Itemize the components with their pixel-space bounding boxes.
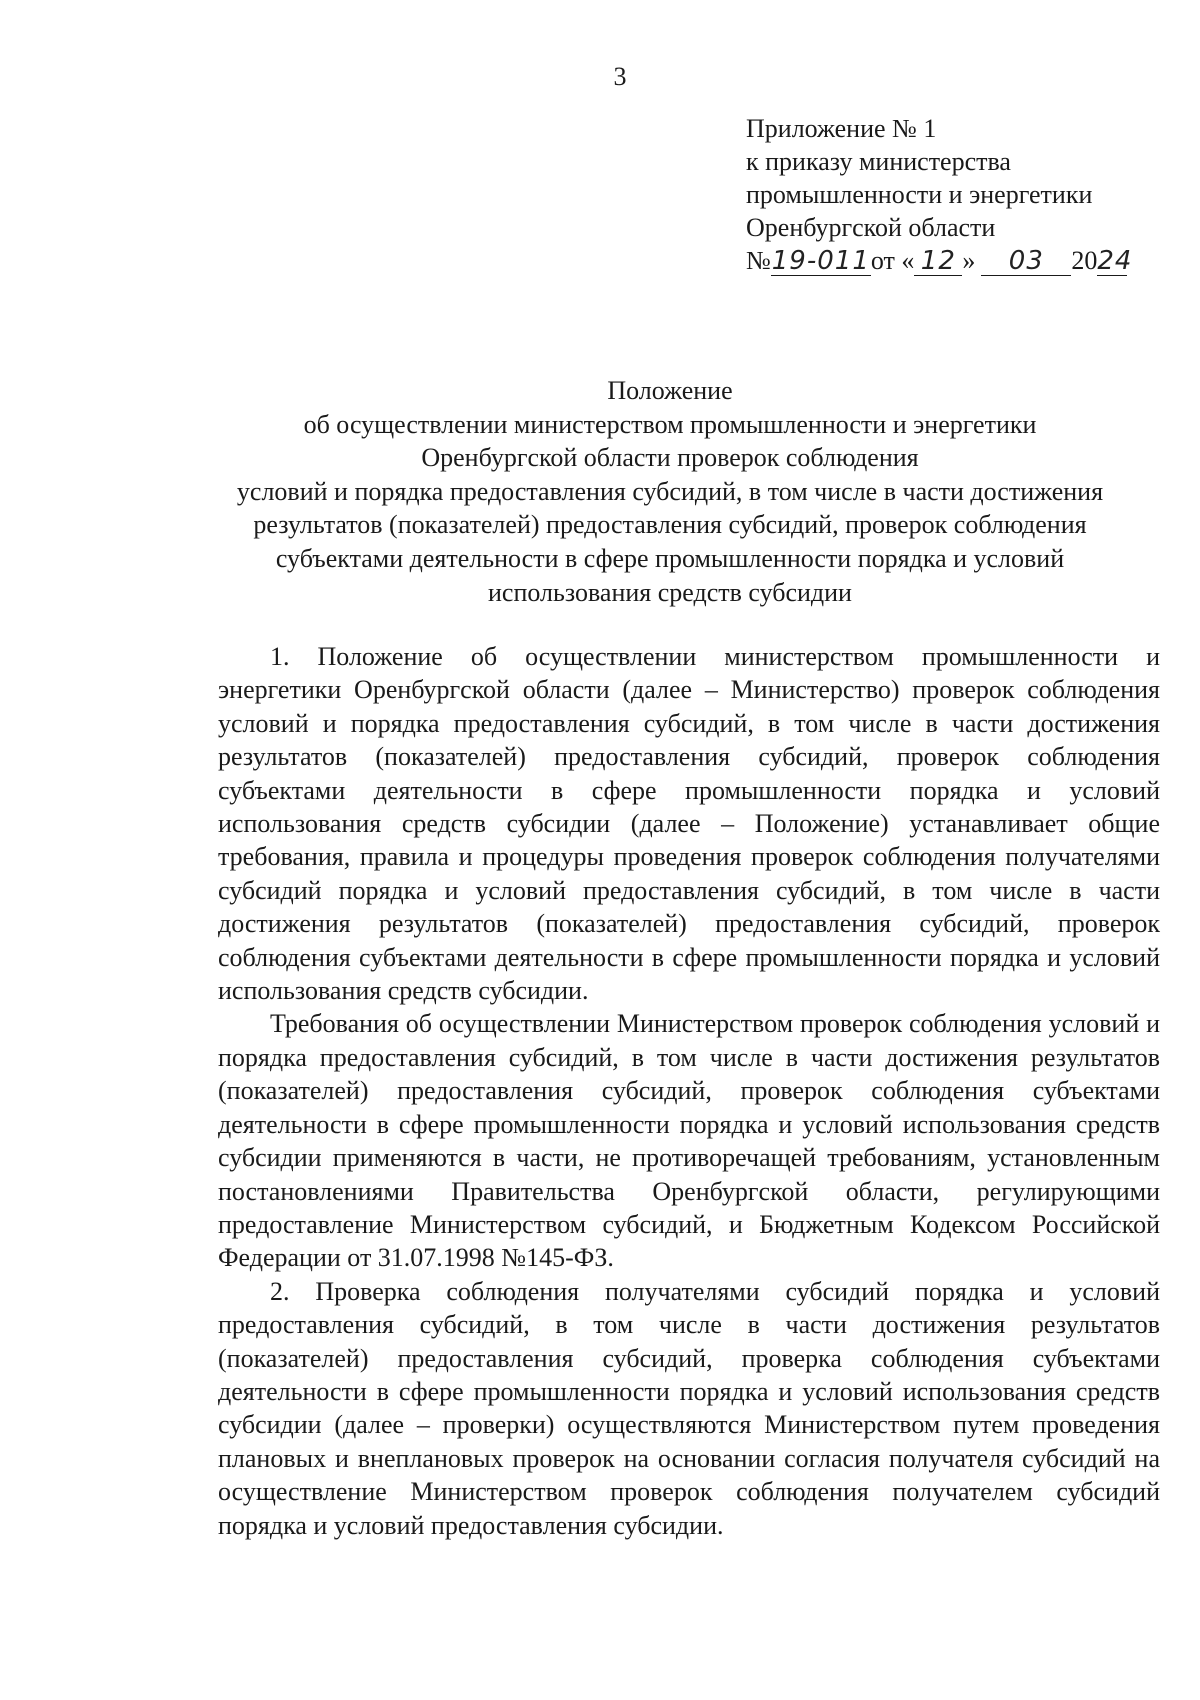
title-line: результатов (показателей) предоставления субсидий, проверок соблюдения	[253, 510, 1087, 540]
paragraph-1: 1. Положение об осуществлении министерством промышленности и энергетики Оренбургской области (далее – Министерство) проверок соблюдения условий и порядка предоставления субсидий, в том числе в части достижения результатов (показателей) предоставления субсидий, проверок соблюдения субъектами деятельности в сфере промышленности порядка и условий использования средств субсидии (далее – Положение) устанавливает общие требования, правила и процедуры проведения проверок соблюдения получателями субсидий порядка и условий предоставления субсидий, в том числе в части достижения результатов (показателей) предоставления субсидий, проверок соблюдения субъектами деятельности в сфере промышленности порядка и условий использования средств субсидии.	[218, 642, 1160, 1006]
page-number: 3	[613, 62, 627, 91]
appendix-ministry: промышленности и энергетики	[746, 180, 1093, 209]
paragraph-3: 2. Проверка соблюдения получателями субсидий порядка и условий предоставления субсидий, в том числе в части достижения результатов (показателей) предоставления субсидий, проверка соблюдения субъектами деятельности в сфере промышленности порядка и условий использования средств субсидии (далее – проверки) осуществляются Министерством путем проведения плановых и внеплановых проверок на основании согласия получателя субсидий на осуществление Министерством проверок соблюдения получателем субсидий порядка и условий предоставления субсидии.	[218, 1276, 1160, 1540]
title-line: субъектами деятельности в сфере промышленности порядка и условий	[275, 543, 1065, 573]
order-day-handwritten: 12	[914, 247, 962, 276]
appendix-order-ref: к приказу министерства	[746, 147, 1011, 176]
appendix-order-number-date	[746, 244, 1133, 277]
order-month-handwritten: 03	[981, 247, 1071, 276]
date-from-label: от «	[870, 246, 915, 275]
appendix-region: Оренбургской области	[746, 213, 996, 242]
order-number-handwritten: 19-011	[771, 246, 870, 276]
number-sign: №	[746, 246, 771, 275]
title-line: Оренбургской области проверок соблюдения	[421, 443, 919, 473]
title-line: условий и порядка предоставления субсидий, в том числе в части достижения	[236, 476, 1104, 506]
document-title	[200, 374, 1140, 609]
date-close-quote: »	[962, 246, 976, 275]
document-body	[218, 640, 1160, 1542]
title-line: об осуществлении министерством промышленности и энергетики	[303, 409, 1037, 439]
appendix-title: Приложение № 1	[746, 114, 937, 143]
title-line: использования средств субсидии	[488, 577, 852, 607]
year-prefix: 20	[1071, 246, 1098, 275]
appendix-header	[746, 112, 1133, 277]
paragraph-2: Требования об осуществлении Министерством проверок соблюдения условий и порядка предоставления субсидий, в том числе в части достижения результатов (показателей) предоставления субсидий, проверок соблюдения субъектами деятельности в сфере промышленности порядка и условий использования средств субсидии применяются в части, не противоречащей требованиям, установленным постановлениями Правительства Оренбургской области, регулирующими предоставление Министерством субсидий, и Бюджетным Кодексом Российской Федерации от 31.07.1998 №145-ФЗ.	[218, 1009, 1160, 1273]
order-year-handwritten: 24	[1097, 246, 1133, 276]
title-line: Положение	[607, 376, 733, 405]
